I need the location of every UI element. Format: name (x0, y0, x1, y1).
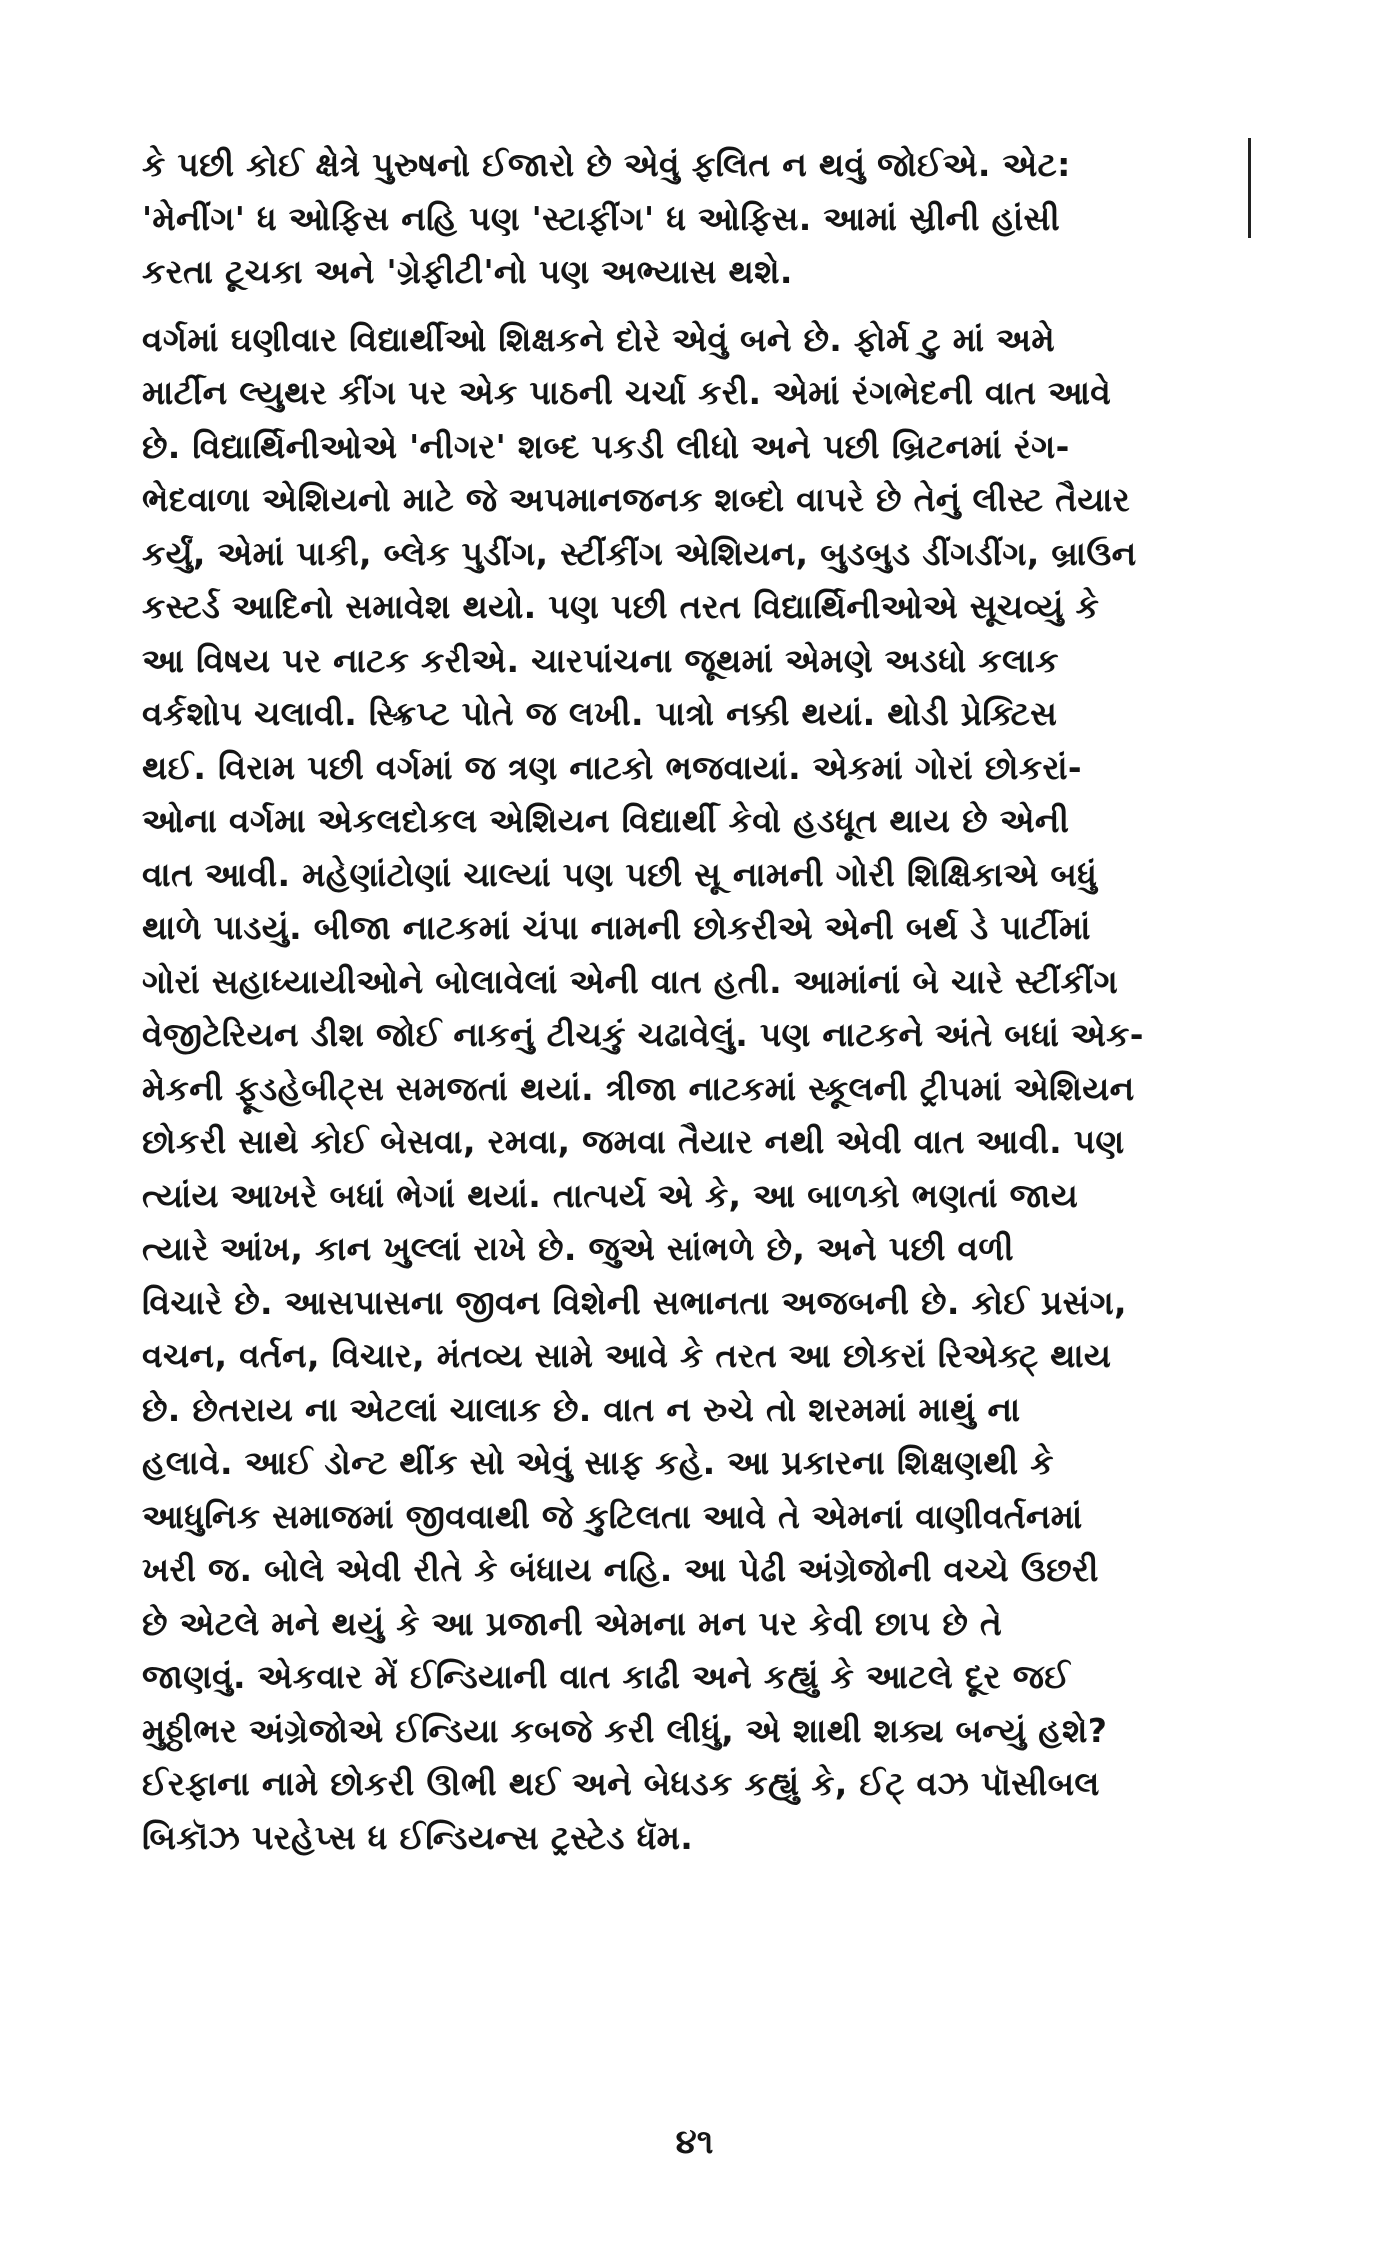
text-line: ઈરફાના નામે છોકરી ઊભી થઈ અને બેધડક કહ્યું કે, ઈટ્ વઝ પૉસીબલ (142, 1764, 1100, 1803)
text-line: ત્યારે આંખ, કાન ખુલ્લાં રાખે છે. જુએ સાંભળે છે, અને પછી વળી (142, 1229, 1014, 1268)
text-line: 'મેનીંગ' ધ ઓફિસ નહિ પણ 'સ્ટાફીંગ' ધ ઓફિસ. આમાં સ્રીની હાંસી (142, 198, 1060, 238)
text-line: બિકૉઝ પરહેપ્સ ધ ઈન્ડિયન્સ ટ્રસ્ટેડ ધૅમ. (142, 1817, 694, 1857)
text-line: મેકની ફૂડહેબીટ્સ સમજતાં થયાં. ત્રીજા નાટકમાં સ્કૂલની ટ્રીપમાં એશિયન (142, 1068, 1135, 1108)
text-line: હલાવે. આઈ ડોન્ટ થીંક સો એવું સાફ કહે. આ પ્રકારના શિક્ષણથી કે (142, 1443, 1054, 1482)
text-line: વેજીટેરિયન ડીશ જોઈ નાકનું ટીચકું ચઢાવેલું. પણ નાટકને અંતે બધાં એક- (142, 1015, 1144, 1054)
text-line: જાણવું. એકવાર મેં ઈન્ડિયાની વાત કાઢી અને કહ્યું કે આટલે દૂર જઈ (142, 1657, 1070, 1696)
text-line: આધુનિક સમાજમાં જીવવાથી જે કુટિલતા આવે તે એમનાં વાણીવર્તનમાં (142, 1496, 1083, 1536)
text-line: છે. વિદ્યાર્થિનીઓએ 'નીગર' શબ્દ પકડી લીધો અને પછી બ્રિટનમાં રંગ- (142, 426, 1070, 466)
text-line: કર્યું, એમાં પાકી, બ્લેક પુડીંગ, સ્ટીંકીંગ એશિયન, બુડબુડ ડીંગડીંગ, બ્રાઉન (142, 533, 1137, 573)
text-line: ઓના વર્ગમા એકલદોકલ એશિયન વિદ્યાર્થી કેવો હડધૂત થાય છે એની (142, 801, 1070, 840)
text-line: થઈ. વિરામ પછી વર્ગમાં જ ત્રણ નાટકો ભજવાયાં. એકમાં ગોરાં છોકરાં- (142, 747, 1082, 787)
text-line: વચન, વર્તન, વિચાર, મંતવ્ય સામે આવે કે તરત આ છોકરાં રિએક્ટ્ થાય (142, 1336, 1112, 1375)
text-line: વર્કશોપ ચલાવી. સ્ક્રિપ્ટ પોતે જ લખી. પાત્રો નક્કી થયાં. થોડી પ્રેક્ટિસ (142, 694, 1058, 733)
text-line: કસ્ટર્ડ આદિનો સમાવેશ થયો. પણ પછી તરત વિદ્યાર્થિનીઓએ સૂચવ્યું કે (142, 587, 1100, 626)
text-line: કરતા ટૂચકા અને 'ગ્રેફીટી'નો પણ અભ્યાસ થશે. (142, 252, 793, 291)
text-line: ગોરાં સહાધ્યાયીઓને બોલાવેલાં એની વાત હતી. આમાંનાં બે ચારે સ્ટીંકીંગ (142, 961, 1118, 1001)
paragraph-1 (142, 138, 1262, 299)
page-body (142, 138, 1262, 1864)
text-line: છોકરી સાથે કોઈ બેસવા, રમવા, જમવા તૈયાર નથી એવી વાત આવી. પણ (142, 1122, 1125, 1161)
text-line: વર્ગમાં ઘણીવાર વિદ્યાર્થીઓ શિક્ષકને દોરે એવું બને છે. ફોર્મ ટુ માં અમે (142, 319, 1055, 359)
page-number: ૪૧ (675, 2122, 714, 2162)
text-line: છે. છેતરાય ના એટલાં ચાલાક છે. વાત ન રુચે તો શરમમાં માથું ના (142, 1389, 1021, 1429)
paragraph-2 (142, 313, 1262, 1865)
text-line: ખરી જ. બોલે એવી રીતે કે બંધાય નહિ. આ પેઢી અંગ્રેજોની વચ્ચે ઉછરી (142, 1550, 1099, 1589)
text-line: ત્યાંય આખરે બધાં ભેગાં થયાં. તાત્પર્ય એ કે, આ બાળકો ભણતાં જાય (142, 1175, 1079, 1215)
text-line: ભેદવાળા એશિયનો માટે જે અપમાનજનક શબ્દો વાપરે છે તેનું લીસ્ટ તૈયાર (142, 480, 1131, 519)
text-line: માર્ટીન લ્યુથર કીંગ પર એક પાઠની ચર્ચા કરી. એમાં રંગભેદની વાત આવે (142, 373, 1112, 412)
text-line: કે પછી કોઈ ક્ષેત્રે પુરુષનો ઈજારો છે એવું ફલિત ન થવું જોઈએ. એટ: (142, 145, 1071, 184)
text-line: વિચારે છે. આસપાસના જીવન વિશેની સભાનતા અજબની છે. કોઈ પ્રસંગ, (142, 1282, 1127, 1322)
text-line: છે એટલે મને થયું કે આ પ્રજાની એમના મન પર કેવી છાપ છે તે (142, 1603, 1003, 1643)
text-line: વાત આવી. મહેણાંટોણાં ચાલ્યાં પણ પછી સૂ નામની ગોરી શિક્ષિકાએ બધું (142, 854, 1098, 894)
text-line: થાળે પાડયું. બીજા નાટકમાં ચંપા નામની છોકરીએ એની બર્થ ડે પાર્ટીમાં (142, 908, 1091, 947)
text-line: મુઠ્ઠીભર અંગ્રેજોએ ઈન્ડિયા કબજે કરી લીધું, એ શાથી શક્ય બન્યું હશે? (142, 1710, 1108, 1750)
text-line: આ વિષય પર નાટક કરીએ. ચારપાંચના જૂથમાં એમણે અડધો કલાક (142, 640, 1059, 680)
